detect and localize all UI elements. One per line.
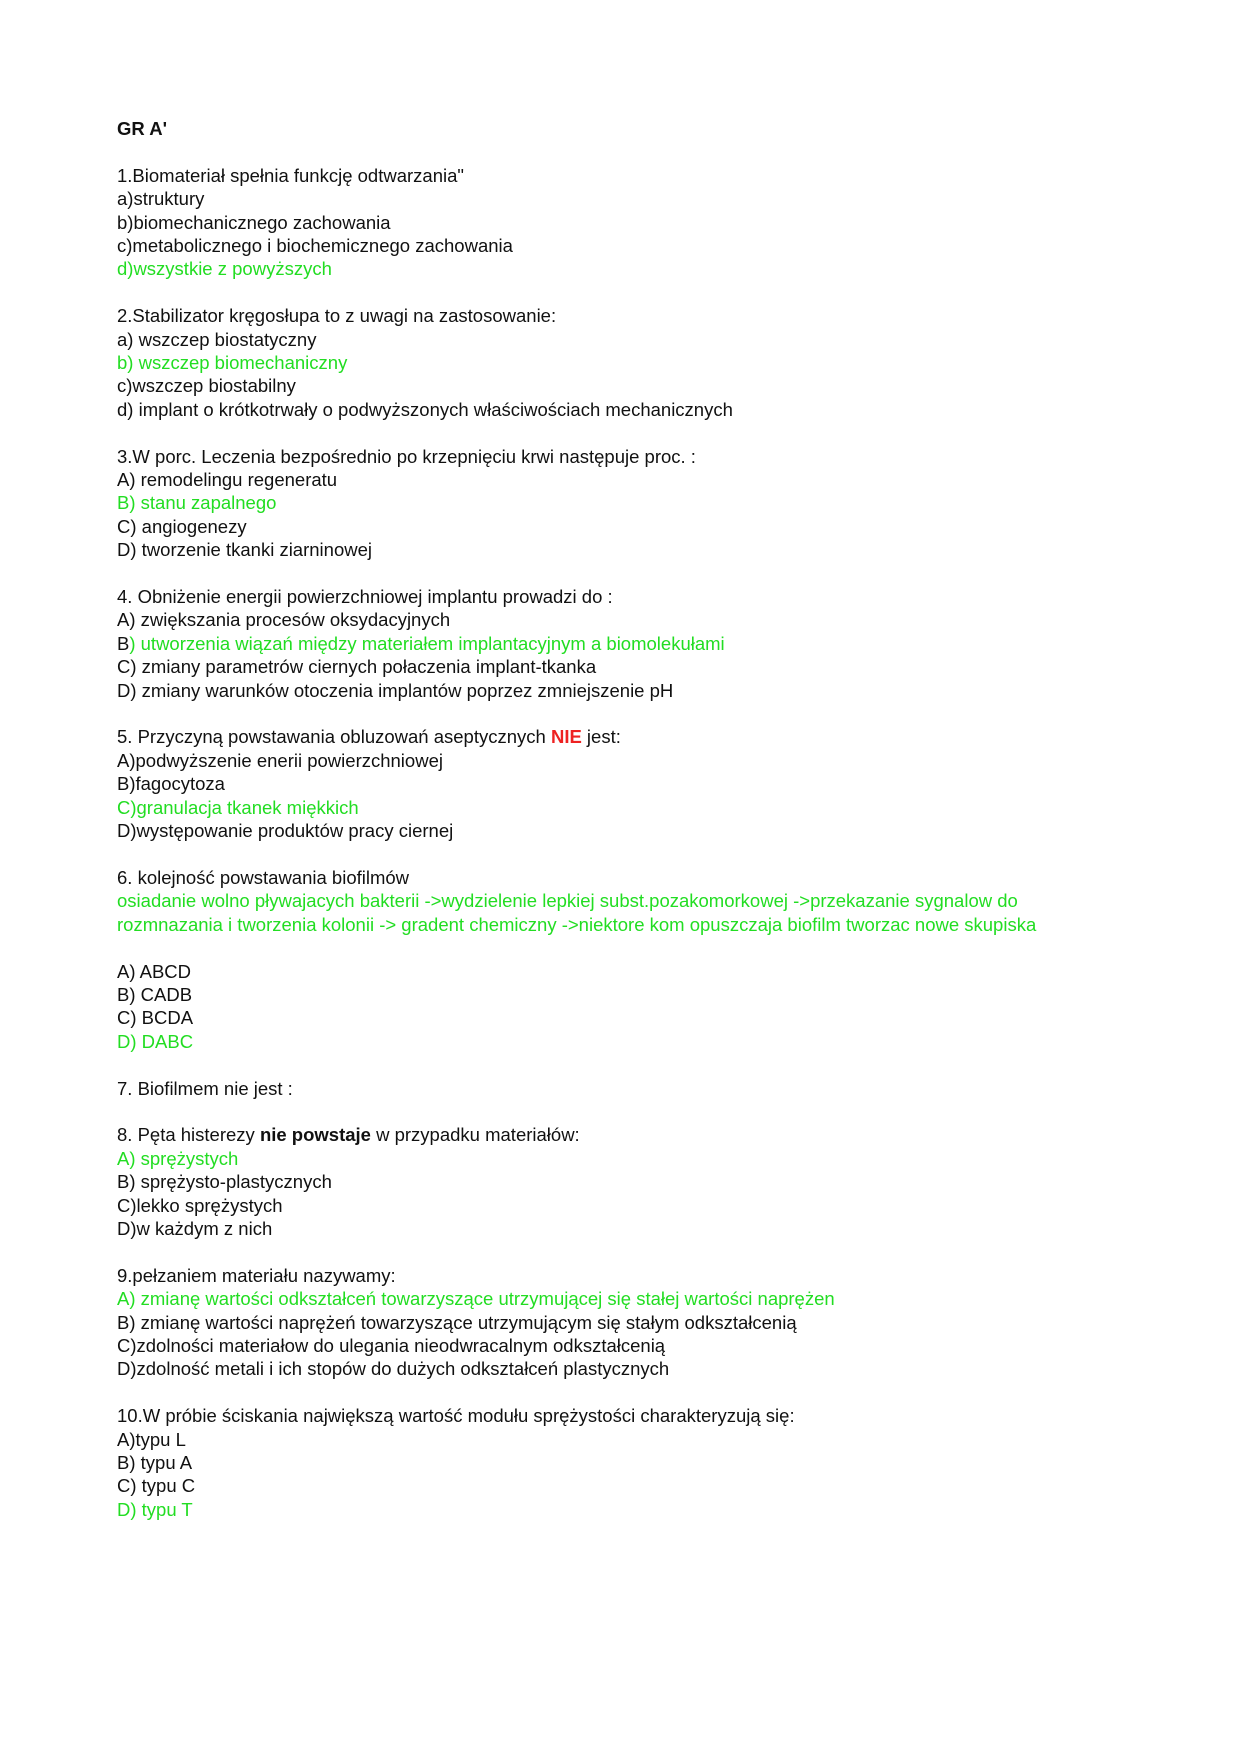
- answer-option: C) typu C: [117, 1475, 196, 1497]
- answer-option: B) zmianę wartości naprężeń towarzyszące utrzymującym się stałym odkształcenią: [117, 1311, 797, 1333]
- answer-option: A) zwiększania procesów oksydacyjnych: [117, 609, 451, 631]
- answer-option: C)lekko sprężystych: [117, 1194, 283, 1216]
- correct-answer-option: D) DABC: [117, 1030, 194, 1052]
- answer-option: D)występowanie produktów pracy ciernej: [117, 820, 454, 842]
- answer-option: a)struktury: [117, 188, 205, 210]
- answer-option: C) angiogenezy: [117, 515, 247, 537]
- stem-text: 8. Pęta histerezy: [117, 1124, 260, 1146]
- answer-option: D) zmiany warunków otoczenia implantów poprzez zmniejszenie pH: [117, 679, 674, 701]
- question-4: [117, 585, 1127, 702]
- answer-option: A)typu L: [117, 1428, 186, 1450]
- document-title: GR A': [117, 118, 167, 139]
- answer-option: C) BCDA: [117, 1007, 194, 1029]
- answer-option: D) tworzenie tkanki ziarninowej: [117, 539, 372, 561]
- answer-option: B) CADB: [117, 983, 193, 1005]
- answer-option: b)biomechanicznego zachowania: [117, 211, 391, 233]
- document-content: [117, 117, 1127, 1545]
- answer-option: d) implant o krótkotrwały o podwyższonych właściwościach mechanicznych: [117, 398, 733, 420]
- answer-option: B)fagocytoza: [117, 773, 225, 795]
- question-6: [117, 866, 1127, 1053]
- question-stem: [117, 1123, 1127, 1146]
- correct-answer-option: [117, 632, 1127, 655]
- correct-answer-text: ) utworzenia wiązań między materiałem implantacyjnym a biomolekułami: [129, 632, 725, 654]
- correct-sequence-text: osiadanie wolno pływajacych bakterii ->wydzielenie lepkiej subst.pozakomorkowej ->przekazanie sygnalow do rozmnazania i tworzenia kolonii -> gradent chemiczny ->niektore kom opuszczaja biofilm tworzac nowe skupiska: [117, 890, 1037, 935]
- answer-option: a) wszczep biostatyczny: [117, 328, 317, 350]
- question-stem: 1.Biomateriał spełnia funkcję odtwarzania": [117, 164, 464, 186]
- answer-option: B) sprężysto-plastycznych: [117, 1171, 332, 1193]
- question-stem: 4. Obniżenie energii powierzchniowej implantu prowadzi do :: [117, 586, 613, 608]
- emphasis-word: NIE: [550, 726, 582, 748]
- correct-answer-option: A) sprężystych: [117, 1147, 239, 1169]
- answer-option: c)metabolicznego i biochemicznego zachowania: [117, 235, 513, 257]
- answer-letter: B: [117, 632, 130, 654]
- stem-text: jest:: [581, 726, 621, 748]
- question-2: [117, 304, 1127, 421]
- answer-option: C)zdolności materiałow do ulegania nieodwracalnym odkształcenią: [117, 1334, 666, 1356]
- answer-option: D)w każdym z nich: [117, 1217, 273, 1239]
- correct-answer-option: C)granulacja tkanek miękkich: [117, 796, 359, 818]
- correct-answer-option: D) typu T: [117, 1498, 193, 1520]
- answer-option: C) zmiany parametrów ciernych połaczenia implant-tkanka: [117, 656, 597, 678]
- question-stem: 2.Stabilizator kręgosłupa to z uwagi na zastosowanie:: [117, 305, 557, 327]
- question-stem: 7. Biofilmem nie jest :: [117, 1077, 293, 1099]
- question-stem: 3.W porc. Leczenia bezpośrednio po krzepnięciu krwi następuje proc. :: [117, 445, 696, 467]
- answer-option: D)zdolność metali i ich stopów do dużych odkształceń plastycznych: [117, 1358, 670, 1380]
- answer-option: B) typu A: [117, 1451, 193, 1473]
- question-stem: 9.pełzaniem materiału nazywamy:: [117, 1264, 396, 1286]
- correct-answer-option: d)wszystkie z powyższych: [117, 258, 332, 280]
- question-8: [117, 1123, 1127, 1240]
- question-10: [117, 1404, 1127, 1521]
- spacer: [117, 936, 1127, 959]
- answer-option: c)wszczep biostabilny: [117, 375, 296, 397]
- answer-option: A)podwyższenie enerii powierzchniowej: [117, 749, 443, 771]
- question-5: [117, 725, 1127, 842]
- question-7: [117, 1077, 1127, 1100]
- question-stem: 6. kolejność powstawania biofilmów: [117, 866, 410, 888]
- question-1: [117, 164, 1127, 281]
- stem-text: w przypadku materiałów:: [370, 1124, 580, 1146]
- stem-text: 5. Przyczyną powstawania obluzowań aseptycznych: [117, 726, 551, 748]
- answer-option: A) remodelingu regeneratu: [117, 469, 338, 491]
- question-stem: [117, 725, 1127, 748]
- answer-option: A) ABCD: [117, 960, 192, 982]
- correct-answer-option: b) wszczep biomechaniczny: [117, 352, 348, 374]
- correct-answer-option: B) stanu zapalnego: [117, 492, 277, 514]
- question-3: [117, 445, 1127, 562]
- correct-answer-option: A) zmianę wartości odkształceń towarzyszące utrzymującej się stałej wartości naprężen: [117, 1288, 835, 1310]
- bold-phrase: nie powstaje: [259, 1124, 371, 1146]
- question-stem: 10.W próbie ściskania największą wartość modułu sprężystości charakteryzują się:: [117, 1405, 795, 1427]
- question-9: [117, 1264, 1127, 1381]
